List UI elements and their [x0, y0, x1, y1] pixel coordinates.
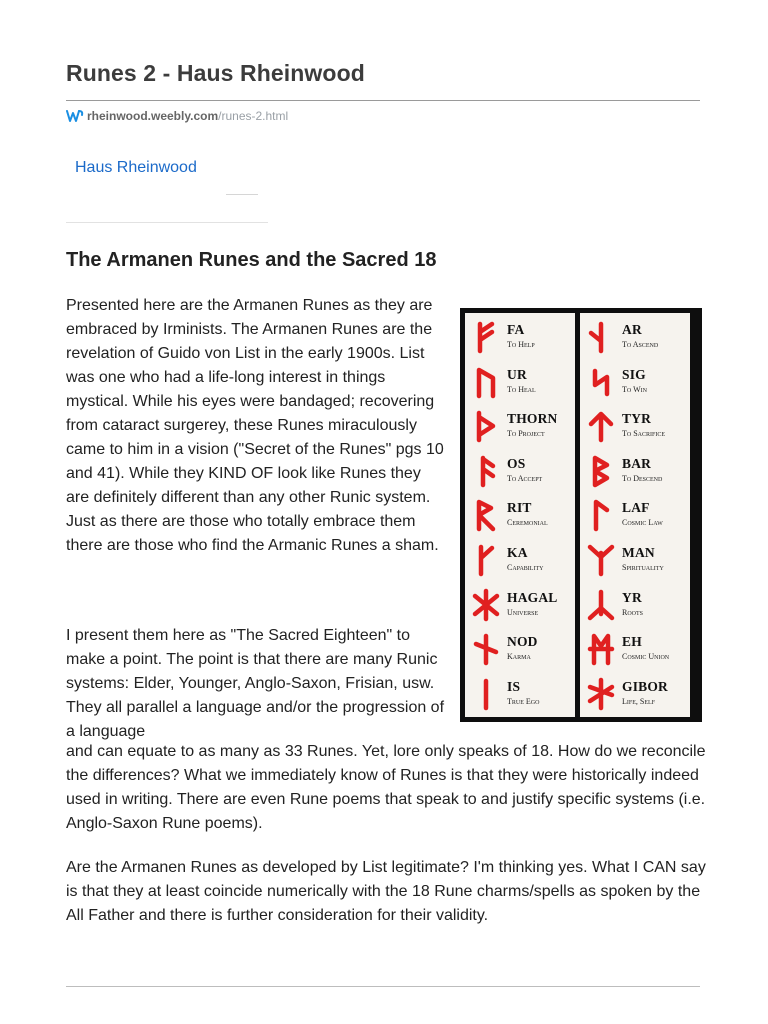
- rune-meaning: Roots: [622, 607, 644, 617]
- rune-meaning: Cosmic Union: [622, 652, 670, 662]
- rune-meaning: To Heal: [507, 384, 536, 394]
- rune-row-nod: [465, 628, 575, 672]
- rune-row-bar: [580, 450, 690, 494]
- rune-row-gibor: [580, 673, 690, 717]
- rune-meaning: To Sacrifice: [622, 429, 666, 439]
- rune-meaning: True Ego: [507, 696, 540, 706]
- paragraph-sacred-eighteen: I present them here as "The Sacred Eighteen" to make a point. The point is that there are many Runic systems: Elder, Younger, Anglo-Saxon, Frisian, usw. They all parallel a language and/or the progression of a language: [66, 627, 445, 740]
- rune-row-ur: [465, 361, 575, 405]
- rune-is-icon: [469, 677, 503, 711]
- rune-name: SIG: [622, 366, 646, 382]
- rune-fa-icon: [469, 320, 503, 354]
- rune-name: MAN: [622, 545, 655, 560]
- rune-laf-icon: [584, 498, 618, 532]
- rune-name: HAGAL: [507, 589, 558, 605]
- paragraph-legitimacy: Are the Armanen Runes as developed by List legitimate? I'm thinking yes. What I CAN say is that they at least coincide numerically with the 18 Rune charms/spells as spoken by the All Father and there is further consideration for their validity.: [66, 859, 706, 924]
- source-url[interactable]: [66, 109, 288, 123]
- rune-name: BAR: [622, 455, 652, 471]
- page-title: Runes 2 - Haus Rheinwood: [66, 60, 365, 86]
- rune-column-left: [465, 313, 575, 717]
- paragraph-sacred-eighteen-continued: and can equate to as many as 33 Runes. Yet, lore only speaks of 18. How do we reconcile the differences? What we immediately know of Runes is that they were historically indeed used in writing. There are even Rune poems that speak to and justify specific systems (i.e. Anglo-Saxon Rune poems).: [66, 743, 706, 832]
- rune-name: THORN: [507, 411, 558, 427]
- rune-name: UR: [507, 366, 527, 382]
- rune-row-thorn: [465, 405, 575, 449]
- rune-meaning: To Accept: [507, 473, 543, 483]
- armanen-rune-chart: [460, 308, 702, 722]
- section-heading: The Armanen Runes and the Sacred 18: [66, 249, 437, 271]
- rune-row-laf: [580, 494, 690, 538]
- title-divider: [66, 100, 700, 101]
- rune-name: NOD: [507, 634, 538, 650]
- nav-divider: [66, 222, 268, 223]
- rune-row-fa: [465, 316, 575, 360]
- weebly-logo-icon: [66, 109, 84, 123]
- rune-eh-icon: [584, 632, 618, 666]
- rune-name: OS: [507, 455, 526, 471]
- rune-name: IS: [507, 678, 521, 694]
- rune-meaning: Universe: [507, 607, 539, 617]
- rune-row-hagal: [465, 584, 575, 628]
- rune-os-icon: [469, 454, 503, 488]
- rune-name: GIBOR: [622, 678, 669, 694]
- rune-tyr-icon: [584, 409, 618, 443]
- rune-meaning: Life, Self: [622, 696, 656, 706]
- rune-name: RIT: [507, 500, 532, 516]
- rune-ur-icon: [469, 365, 503, 399]
- rune-row-tyr: [580, 405, 690, 449]
- rune-row-rit: [465, 494, 575, 538]
- footer-divider: [66, 986, 700, 987]
- rune-row-os: [465, 450, 575, 494]
- rune-row-is: [465, 673, 575, 717]
- rune-name: EH: [622, 634, 642, 650]
- rune-meaning: Capability: [507, 563, 544, 572]
- rune-name: AR: [622, 322, 642, 337]
- url-domain: rheinwood.weebly.com: [87, 109, 219, 123]
- rune-row-ka: [465, 539, 575, 583]
- rune-meaning: Cosmic Law: [622, 518, 663, 528]
- rune-row-yr: [580, 584, 690, 628]
- rune-nod-icon: [469, 632, 503, 666]
- rune-hagal-icon: [469, 588, 503, 622]
- rune-row-sig: [580, 361, 690, 405]
- rune-bar-icon: [584, 454, 618, 488]
- rune-gibor-icon: [584, 677, 618, 711]
- rune-sig-icon: [584, 365, 618, 399]
- rune-ar-icon: [584, 320, 618, 354]
- rune-meaning: To Descend: [622, 473, 663, 483]
- rune-row-man: [580, 539, 690, 583]
- rune-rit-icon: [469, 498, 503, 532]
- rune-row-ar: [580, 316, 690, 360]
- rune-meaning: Ceremonial: [507, 518, 548, 528]
- rune-meaning: To Win: [622, 384, 647, 394]
- rune-yr-icon: [584, 588, 618, 622]
- rune-name: TYR: [622, 411, 652, 427]
- rune-meaning: To Help: [507, 340, 535, 349]
- rune-meaning: To Project: [507, 429, 545, 439]
- rune-meaning: Spirituality: [622, 563, 664, 572]
- nav-short-divider: [226, 194, 258, 195]
- paragraph-intro: Presented here are the Armanen Runes as they are embraced by Irminists. The Armanen Runes are the revelation of Guido von List in the early 1900s. List was one who had a life-long interest in things mystical. While his eyes were bandaged; recovering from cataract surgerey, these Runes miraculously came to him in a vision ("Secret of the Runes" pgs 10 and 41). While they KIND OF look like Runes they are definitely different than any other Runic system. Just as there are those who totally embrace them there are those who find the Armanic Runes a sham.: [66, 297, 444, 554]
- rune-name: KA: [507, 545, 528, 560]
- rune-man-icon: [584, 543, 618, 577]
- rune-column-right: [580, 313, 690, 717]
- rune-ka-icon: [469, 543, 503, 577]
- rune-name: LAF: [622, 500, 650, 516]
- url-path: /runes-2.html: [218, 109, 289, 123]
- rune-meaning: Karma: [507, 652, 531, 662]
- rune-meaning: To Ascend: [622, 340, 659, 349]
- rune-thorn-icon: [469, 409, 503, 443]
- rune-name: FA: [507, 322, 525, 337]
- site-home-link[interactable]: Haus Rheinwood: [75, 159, 197, 176]
- rune-name: YR: [622, 589, 642, 605]
- rune-row-eh: [580, 628, 690, 672]
